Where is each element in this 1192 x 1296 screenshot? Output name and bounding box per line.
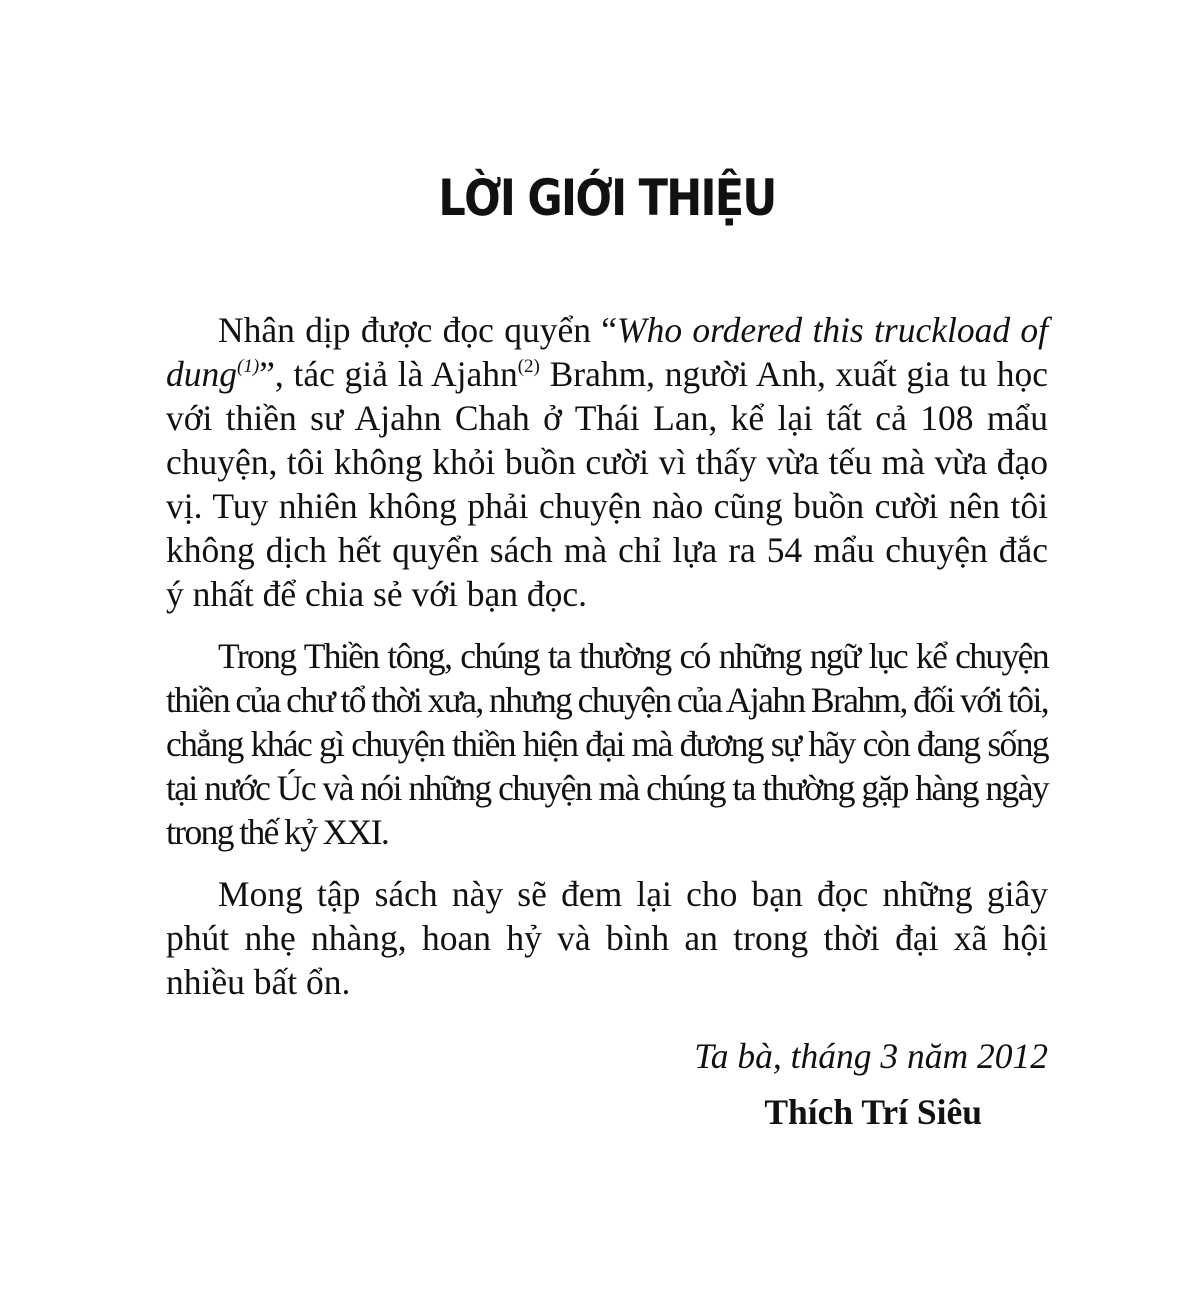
signature-author: Thích Trí Siêu (764, 1092, 982, 1132)
paragraph-1-body: Brahm, người Anh, xuất gia tu học với thiền sư Ajahn Chah ở Thái Lan, kể lại tất cả 108 mẩu chuyện, tôi không khỏi buồn cười vì thấy vừa tếu mà vừa đạo vị. Tuy nhiên không phải chuyện nào cũng buồn cười nên tôi không dịch hết quyển sách mà chỉ lựa ra 54 mẩu chuyện đắc ý nhất để chia sẻ với bạn đọc. (166, 354, 1048, 614)
paragraph-1-intro: Nhân dịp được đọc quyển “ (218, 310, 618, 350)
body-text (166, 308, 1048, 1004)
footnote-marker-1: (1) (237, 356, 260, 377)
page-title: LỜI GIỚI THIỆU (438, 169, 776, 227)
footnote-marker-2: (2) (517, 356, 540, 377)
signature-place-date: Ta bà, tháng 3 năm 2012 (694, 1036, 1048, 1076)
book-title: Who ordered this truckload of dung (166, 310, 1049, 394)
paragraph-2: Trong Thiền tông, chúng ta thường có những ngữ lục kể chuyện thiền của chư tổ thời xưa, nhưng chuyện của Ajahn Brahm, đối với tôi, chẳng khác gì chuyện thiền hiện đại mà đương sự hãy còn đang sống tại nước Úc và nói những chuyện mà chúng ta thường gặp hàng ngày trong thế kỷ XXI. (166, 636, 1048, 852)
paragraph-1-author-intro: ”, tác giả là Ajahn (259, 354, 518, 394)
paragraph-3: Mong tập sách này sẽ đem lại cho bạn đọc những giây phút nhẹ nhàng, hoan hỷ và bình an trong thời đại xã hội nhiều bất ổn. (166, 874, 1048, 1002)
paragraph-1 (166, 308, 1048, 616)
